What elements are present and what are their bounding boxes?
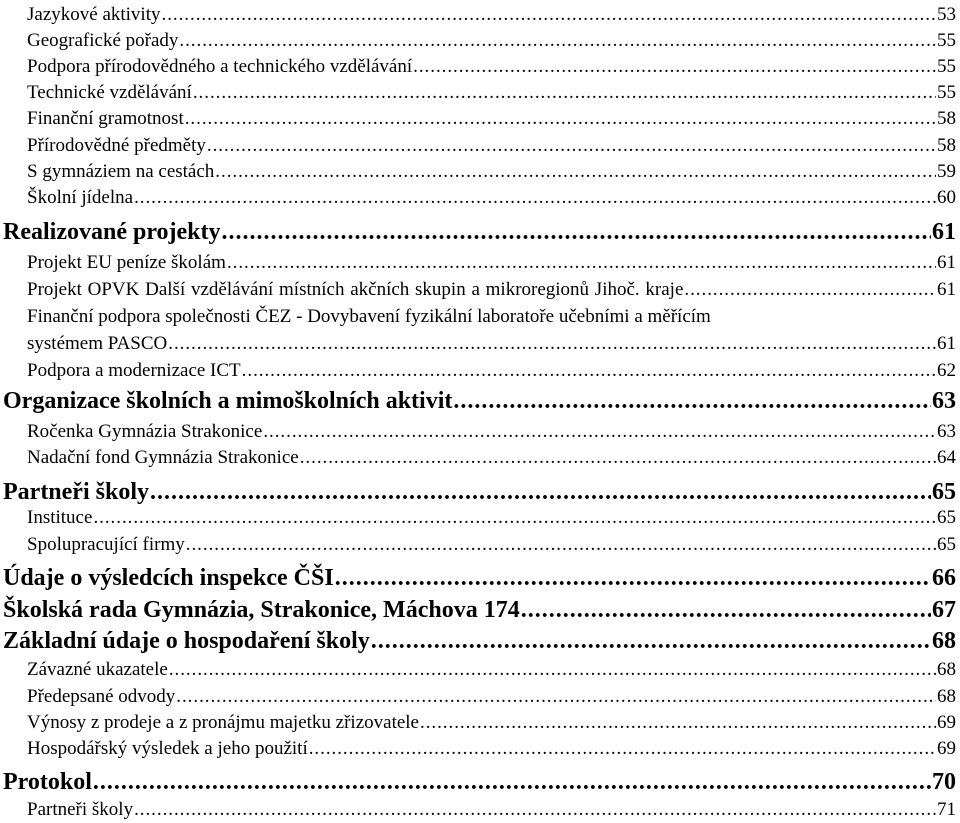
toc-leader	[134, 187, 936, 209]
toc-leader	[371, 628, 931, 655]
toc-section-title: Základní údaje o hospodaření školy	[3, 628, 370, 654]
toc-leader	[227, 252, 936, 274]
toc-entry-title: Nadační fond Gymnázia Strakonice	[27, 447, 299, 468]
toc-entry[interactable]	[0, 795, 960, 823]
toc-entry-title: Projekt EU peníze školám	[27, 252, 226, 273]
toc-leader	[215, 161, 936, 183]
toc-leader	[179, 30, 936, 52]
toc-section-entry[interactable]	[0, 383, 960, 417]
toc-section-entry[interactable]	[0, 592, 960, 626]
toc-entry-title: Závazné ukazatele	[27, 659, 168, 680]
toc-page-number: 65	[937, 534, 956, 555]
toc-section-title: Partneři školy	[3, 479, 149, 505]
toc-entry[interactable]	[0, 183, 960, 211]
toc-entry-title: Ročenka Gymnázia Strakonice	[27, 421, 263, 442]
toc-entry[interactable]	[0, 248, 960, 276]
toc-page-number: 70	[932, 769, 956, 795]
toc-entry-title-line1: Finanční podpora společnosti ČEZ - Dovybavení fyzikální laboratoře učebními a měřícím	[27, 306, 711, 327]
toc-section-title: Realizované projekty	[3, 219, 221, 245]
toc-entry[interactable]	[0, 655, 960, 683]
toc-entry[interactable]	[0, 682, 960, 710]
toc-entry[interactable]	[0, 443, 960, 471]
toc-leader	[93, 769, 931, 796]
toc-page-number: 61	[937, 333, 956, 354]
toc-page-number: 63	[937, 421, 956, 442]
toc-page-number: 60	[937, 187, 956, 208]
toc-leader	[93, 507, 935, 529]
toc-page-number: 53	[937, 4, 956, 25]
toc-section-title: Školská rada Gymnázia, Strakonice, Máchova 174	[3, 597, 520, 623]
toc-page-number: 62	[937, 360, 956, 381]
toc-leader	[263, 421, 936, 443]
toc-page-number: 66	[932, 565, 956, 591]
toc-entry-title: Spolupracující firmy	[27, 534, 185, 555]
toc-entry[interactable]	[0, 157, 960, 185]
toc-entry-title: Školní jídelna	[27, 187, 134, 208]
toc-leader	[309, 738, 936, 760]
toc-page-number: 61	[937, 279, 956, 300]
toc-leader	[420, 712, 936, 734]
toc-leader	[300, 447, 936, 469]
toc-leader	[168, 333, 936, 355]
toc-entry-title: Finanční gramotnost	[27, 108, 184, 129]
toc-entry-title: Přírodovědné předměty	[27, 135, 206, 156]
toc-section-title: Protokol	[3, 769, 92, 795]
toc-page-number: 71	[937, 799, 956, 820]
toc-leader	[134, 799, 936, 821]
toc-entry[interactable]	[0, 0, 960, 28]
toc-section-title: Údaje o výsledcích inspekce ČŠI	[3, 565, 334, 591]
toc-section-entry[interactable]	[0, 764, 960, 798]
toc-leader	[453, 388, 931, 415]
toc-page-number: 68	[937, 659, 956, 680]
toc-leader	[150, 479, 931, 506]
toc-entry[interactable]	[0, 503, 960, 531]
toc-leader	[193, 82, 936, 104]
toc-leader	[207, 135, 936, 157]
toc-entry-title: Technické vzdělávání	[27, 82, 192, 103]
toc-entry-title: Jazykové aktivity	[27, 4, 161, 25]
toc-page-number: 63	[932, 388, 956, 414]
toc-page-number: 65	[937, 507, 956, 528]
toc-page-number: 55	[937, 56, 956, 77]
toc-entry[interactable]	[0, 78, 960, 106]
toc-leader	[413, 56, 936, 78]
toc-section-entry[interactable]	[0, 560, 960, 594]
toc-entry[interactable]	[0, 734, 960, 762]
toc-page-number: 61	[932, 219, 956, 245]
toc-section-entry[interactable]	[0, 623, 960, 657]
toc-section-title: Organizace školních a mimoškolních aktivit	[3, 388, 453, 414]
toc-page-number: 68	[932, 628, 956, 654]
toc-page-number: 55	[937, 82, 956, 103]
toc-entry[interactable]	[0, 26, 960, 54]
toc-leader	[521, 597, 931, 624]
toc-page-number: 55	[937, 30, 956, 51]
toc-section-entry[interactable]	[0, 214, 960, 248]
toc-leader	[162, 4, 937, 26]
toc-page-number: 64	[937, 447, 956, 468]
toc-entry[interactable]	[0, 329, 960, 357]
toc-page-number: 65	[932, 479, 956, 505]
toc-entry[interactable]	[0, 104, 960, 132]
toc-entry[interactable]	[0, 417, 960, 445]
toc-page-number: 58	[937, 135, 956, 156]
toc-entry[interactable]	[0, 708, 960, 736]
toc-leader	[169, 659, 936, 681]
toc-page-number: 58	[937, 108, 956, 129]
toc-entry-title: Projekt OPVK Další vzdělávání místních akčních skupin a mikroregionů Jihoč. kraje	[27, 279, 684, 300]
toc-leader	[186, 534, 936, 556]
toc-page-number: 67	[932, 597, 956, 623]
toc-entry[interactable]	[0, 530, 960, 558]
toc-page-number: 69	[937, 738, 956, 759]
toc-leader	[185, 108, 936, 130]
toc-entry-title: Předepsané odvody	[27, 686, 176, 707]
toc-entry-title: Hospodářský výsledek a jeho použití	[27, 738, 308, 759]
toc-leader	[242, 360, 936, 382]
toc-leader	[335, 565, 931, 592]
toc-leader	[222, 219, 931, 246]
toc-entry-title: Instituce	[27, 507, 93, 528]
toc-entry-title: Výnosy z prodeje a z pronájmu majetku zřizovatele	[27, 712, 419, 733]
toc-entry-title-line2: systémem PASCO	[27, 333, 168, 354]
toc-entry[interactable]	[0, 52, 960, 80]
toc-entry[interactable]	[0, 356, 960, 384]
toc-page-number: 61	[937, 252, 956, 273]
toc-page-number: 59	[937, 161, 956, 182]
toc-page-number: 68	[937, 686, 956, 707]
toc-entry-title: Geografické pořady	[27, 30, 179, 51]
toc-entry-title: S gymnáziem na cestách	[27, 161, 215, 182]
toc-leader	[684, 279, 936, 301]
toc-leader	[176, 686, 936, 708]
toc-entry-title: Podpora přírodovědného a technického vzdělávání	[27, 56, 413, 77]
toc-entry-title: Partneři školy	[27, 799, 134, 820]
toc-entry-title: Podpora a modernizace ICT	[27, 360, 241, 381]
toc-entry[interactable]	[0, 275, 960, 303]
toc-page-number: 69	[937, 712, 956, 733]
toc-entry[interactable]	[0, 131, 960, 159]
